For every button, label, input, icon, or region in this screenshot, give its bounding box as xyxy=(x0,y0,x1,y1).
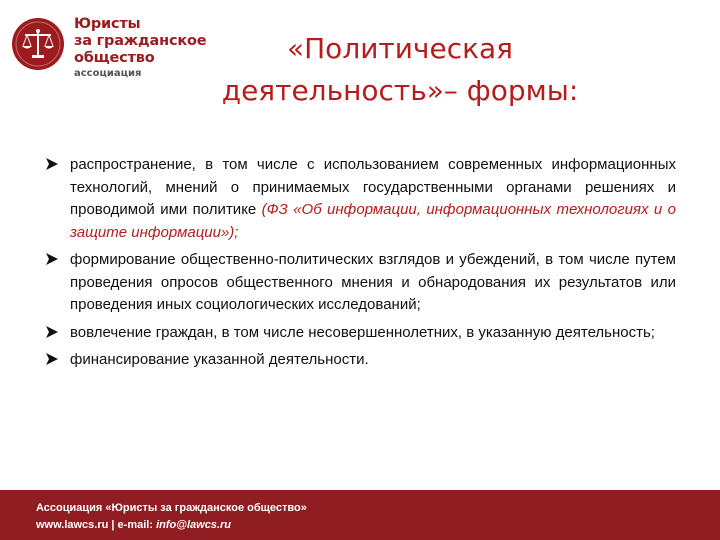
footer-separator: | xyxy=(111,519,115,531)
law-reference: (ФЗ «Об информации, информационных технологиях и о защите информации»); xyxy=(70,201,676,241)
list-item xyxy=(42,322,676,345)
list-item-body: финансирование указанной деятельности. xyxy=(70,351,369,368)
footer-association-name: Ассоциация «Юристы за гражданское общество» xyxy=(36,502,307,514)
slide-title xyxy=(150,28,650,112)
logo-line: общество xyxy=(74,50,155,66)
logo-subtitle: ассоциация xyxy=(74,68,142,79)
list-item-text xyxy=(70,249,676,317)
title-line-2: деятельность»– формы: xyxy=(221,74,579,107)
bullet-list xyxy=(42,154,676,377)
list-item xyxy=(42,249,676,317)
list-item-body: формирование общественно-политических взглядов и убеждений, в том числе путем проведения опросов общественного мнения и обнародования их результатов или проведения иных социологических исследований; xyxy=(70,251,676,313)
footer-bar xyxy=(0,490,720,540)
list-item xyxy=(42,154,676,244)
email-label: e-mail: xyxy=(117,519,154,531)
logo-line: за гражданское xyxy=(74,33,207,49)
arrow-bullet-icon xyxy=(44,324,60,340)
title-line-1: «Политическая xyxy=(287,32,513,65)
list-item-text xyxy=(70,322,676,345)
arrow-bullet-icon xyxy=(44,351,60,367)
list-item-text xyxy=(70,349,676,372)
scales-of-justice-icon xyxy=(12,18,64,70)
list-item xyxy=(42,349,676,372)
list-item-body: вовлечение граждан, в том числе несовершеннолетних, в указанную деятельность; xyxy=(70,323,655,341)
list-item-body: распространение, в том числе с использованием современных информационных технологий, мнений о принимаемых государственными органами решениях и проводимой ими политике xyxy=(70,156,676,218)
arrow-bullet-icon xyxy=(44,156,60,172)
website-link[interactable]: www.lawcs.ru xyxy=(36,519,109,531)
email-link[interactable]: info@lawcs.ru xyxy=(156,519,231,531)
arrow-bullet-icon xyxy=(44,251,60,267)
footer-contacts xyxy=(36,519,231,531)
logo-line: Юристы xyxy=(74,16,141,32)
list-item-text xyxy=(70,154,676,244)
